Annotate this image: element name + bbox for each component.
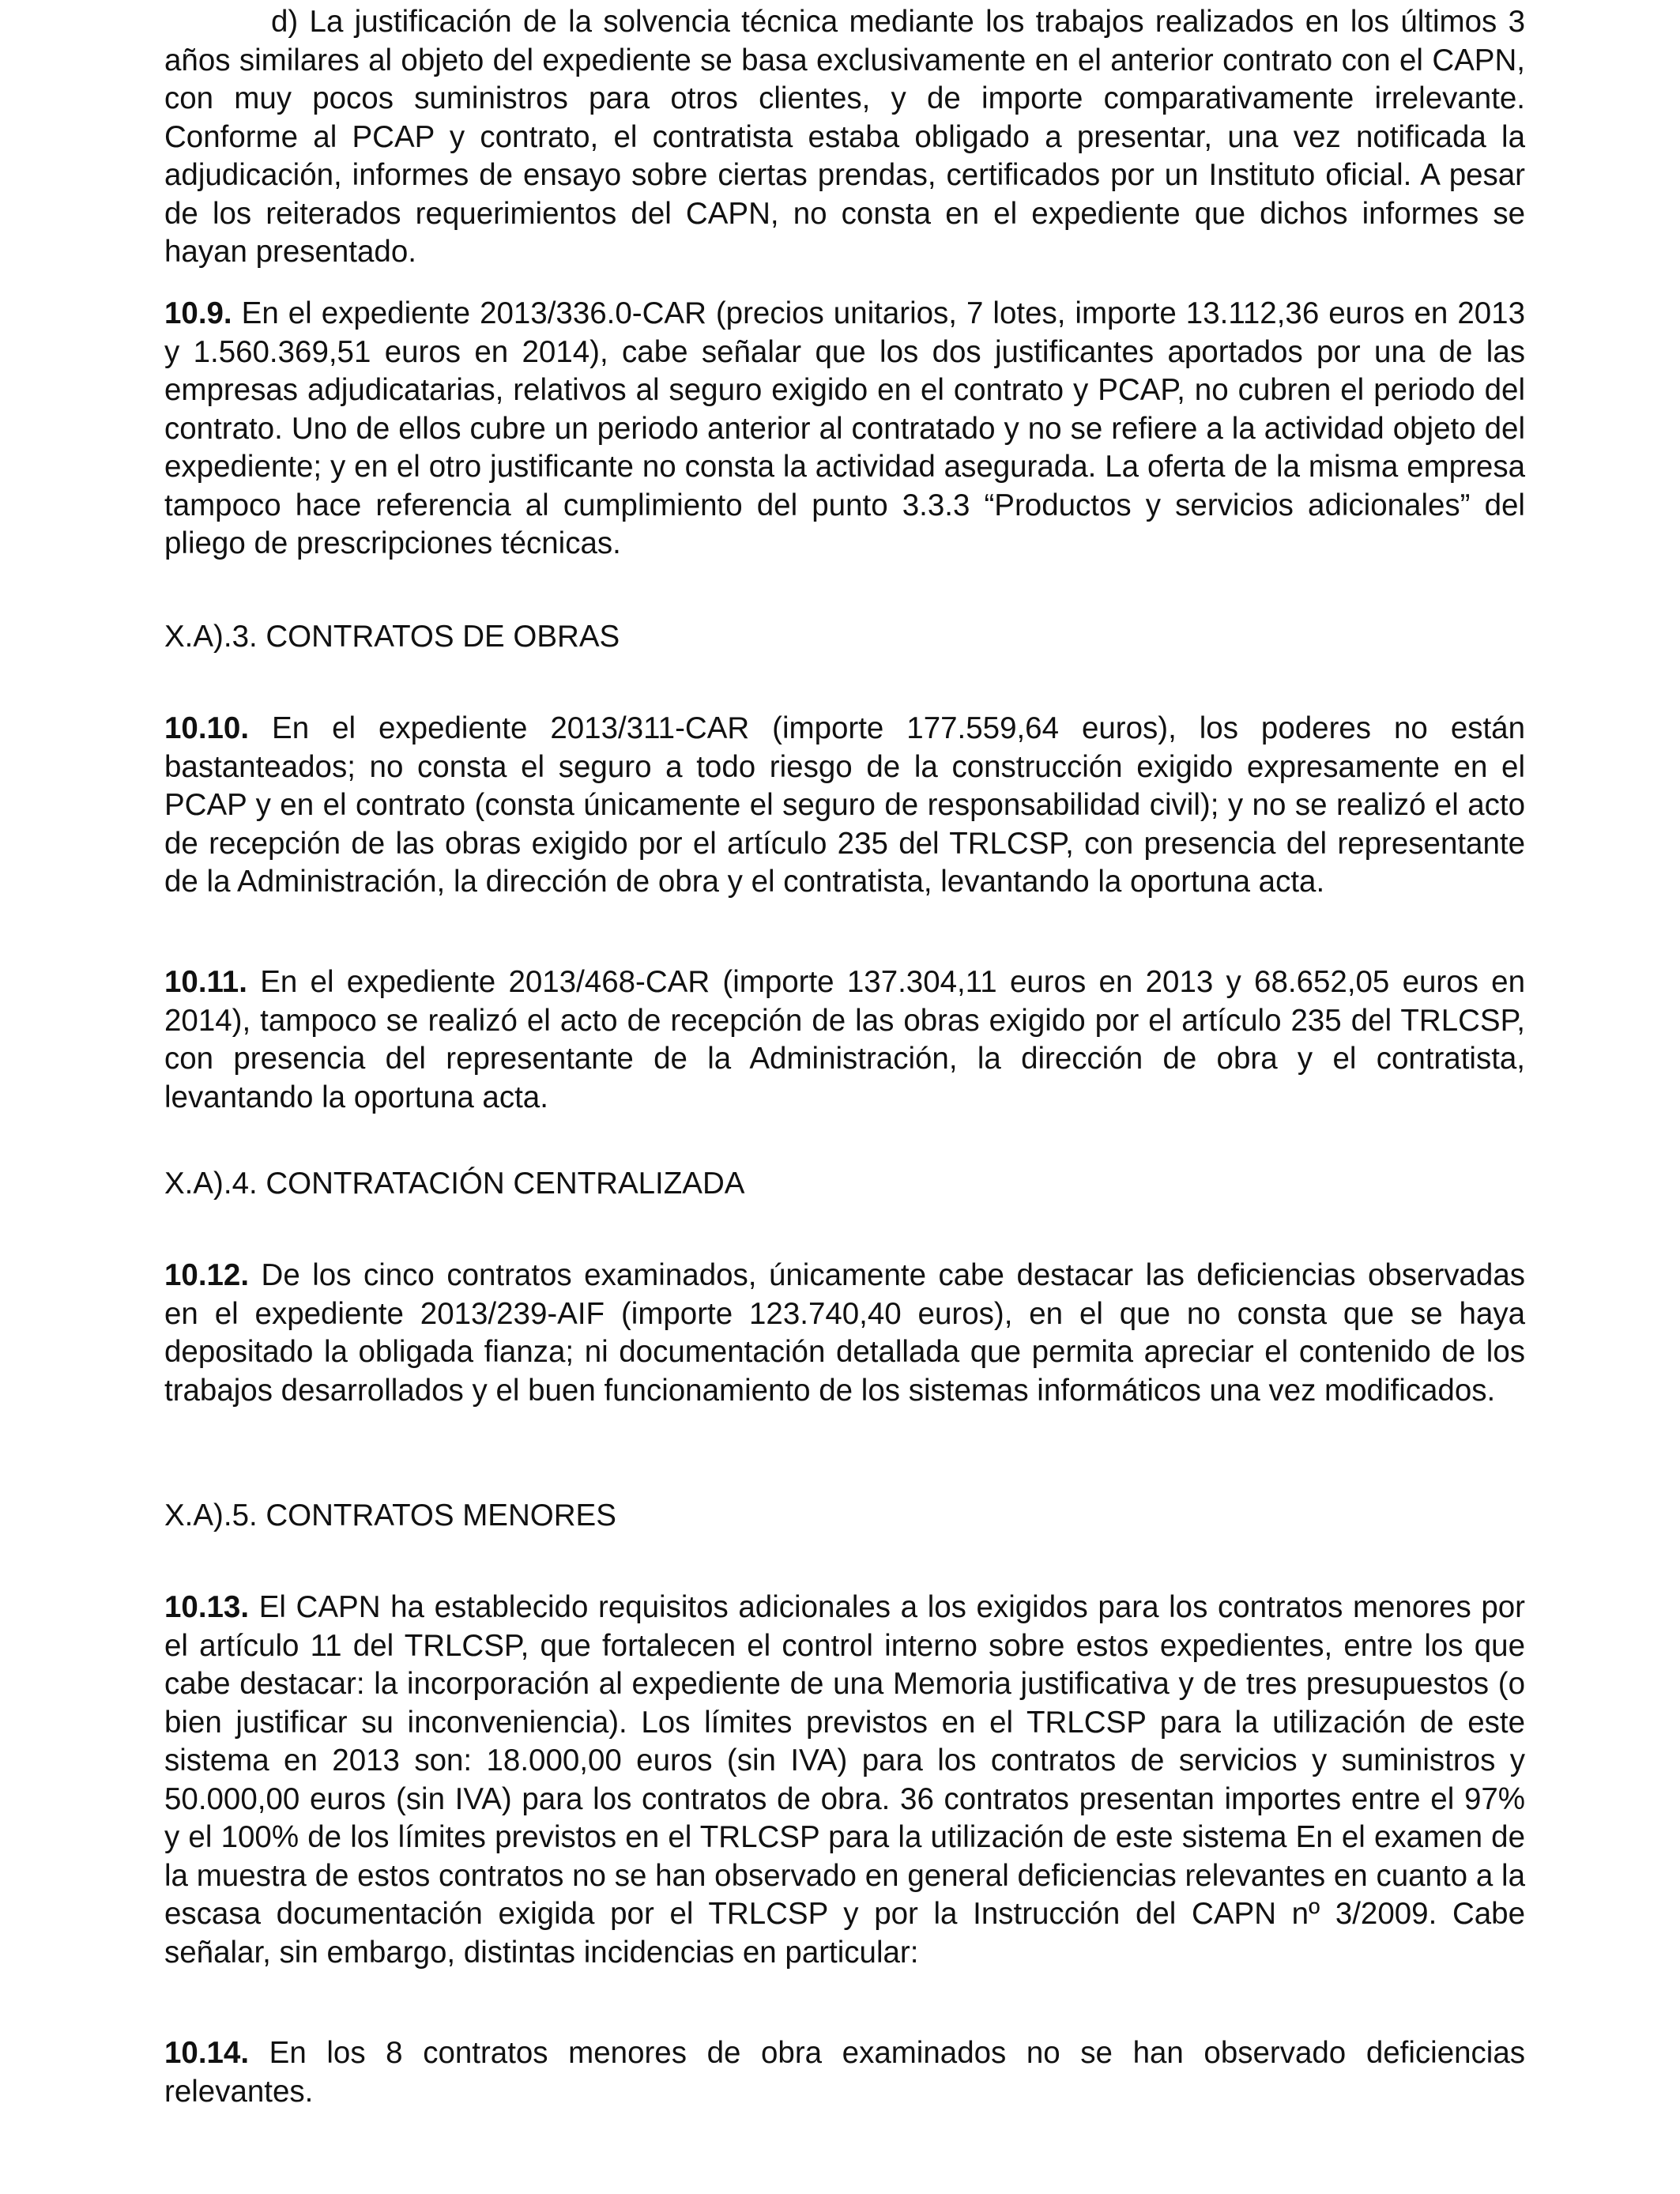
paragraph-text: d) La justificación de la solvencia técnica mediante los trabajos realizados en los últimos 3 años similares al objeto del expediente se basa exclusivamente en el anterior contrato con el CAPN, con muy pocos suministros para otros clientes, y de importe comparativamente irrelevante. Conforme al PCAP y contrato, el contratista estaba obligado a presentar, una vez notificada la adjudicación, informes de ensayo sobre ciertas prendas, certificados por un Instituto oficial. A pesar de los reiterados requerimientos del CAPN, no consta en el expediente que dichos informes se hayan presentado.	[164, 5, 1525, 269]
section-heading-centralizada: X.A).4. CONTRATACIÓN CENTRALIZADA	[164, 1167, 745, 1201]
paragraph-text: En el expediente 2013/336.0-CAR (precios unitarios, 7 lotes, importe 13.112,36 euros en 2013 y 1.560.369,51 euros en 2014), cabe señalar que los dos justificantes aportados por una de las empresas adjudicatarias, relativos al seguro exigido en el contrato y PCAP, no cubren el periodo del contrato. Uno de ellos cubre un periodo anterior al contratado y no se refiere a la actividad objeto del expediente; y en el otro justificante no consta la actividad asegurada. La oferta de la misma empresa tampoco hace referencia al cumplimiento del punto 3.3.3 “Productos y servicios adicionales” del pliego de prescripciones técnicas.	[164, 296, 1525, 560]
paragraph-number: 10.12.	[164, 1258, 250, 1292]
paragraph-text: De los cinco contratos examinados, únicamente cabe destacar las deficiencias observadas en el expediente 2013/239-AIF (importe 123.740,40 euros), en el que no consta que se haya depositado la obligada fianza; ni documentación detallada que permita apreciar el contenido de los trabajos desarrollados y el buen funcionamiento de los sistemas informáticos una vez modificados.	[164, 1258, 1526, 1408]
paragraph-10-10	[164, 710, 1525, 902]
paragraph-number: 10.13.	[164, 1590, 250, 1624]
section-heading-menores: X.A).5. CONTRATOS MENORES	[164, 1498, 616, 1532]
paragraph-text: En el expediente 2013/468-CAR (importe 137.304,11 euros en 2013 y 68.652,05 euros en 2014), tampoco se realizó el acto de recepción de las obras exigido por el artículo 235 del TRLCSP, con presencia del representante de la Administración, la dirección de obra y el contratista, levantando la oportuna acta.	[164, 965, 1526, 1114]
paragraph-text: En los 8 contratos menores de obra examinados no se han observado deficiencias relevantes.	[164, 2036, 1525, 2109]
paragraph-text: El CAPN ha establecido requisitos adicionales a los exigidos para los contratos menores por el artículo 11 del TRLCSP, que fortalecen el control interno sobre estos expedientes, entre los que cabe destacar: la incorporación al expediente de una Memoria justificativa y de tres presupuestos (o bien justificar su inconveniencia). Los límites previstos en el TRLCSP para la utilización de este sistema en 2013 son: 18.000,00 euros (sin IVA) para los contratos de servicios y suministros y 50.000,00 euros (sin IVA) para los contratos de obra. 36 contratos presentan importes entre el 97% y el 100% de los límites previstos en el TRLCSP para la utilización de este sistema En el examen de la muestra de estos contratos no se han observado en general deficiencias relevantes en cuanto a la escasa documentación exigida por el TRLCSP y por la Instrucción del CAPN nº 3/2009. Cabe señalar, sin embargo, distintas incidencias en particular:	[164, 1590, 1526, 1970]
paragraph-number: 10.10.	[164, 711, 250, 745]
paragraph-10-11	[164, 963, 1525, 1117]
paragraph-10-12	[164, 1257, 1525, 1410]
section-heading-obras: X.A).3. CONTRATOS DE OBRAS	[164, 620, 620, 654]
paragraph-10-14	[164, 2034, 1525, 2111]
paragraph-number: 10.14.	[164, 2036, 250, 2070]
paragraph-number: 10.9.	[164, 296, 232, 330]
paragraph-text: En el expediente 2013/311-CAR (importe 177.559,64 euros), los poderes no están bastanteados; no consta el seguro a todo riesgo de la construcción exigido expresamente en el PCAP y en el contrato (consta únicamente el seguro de responsabilidad civil); y no se realizó el acto de recepción de las obras exigido por el artículo 235 del TRLCSP, con presencia del representante de la Administración, la dirección de obra y el contratista, levantando la oportuna acta.	[164, 711, 1525, 899]
paragraph-d	[164, 3, 1525, 272]
paragraph-10-13	[164, 1589, 1525, 1972]
paragraph-number: 10.11.	[164, 965, 247, 999]
paragraph-10-9	[164, 295, 1525, 564]
